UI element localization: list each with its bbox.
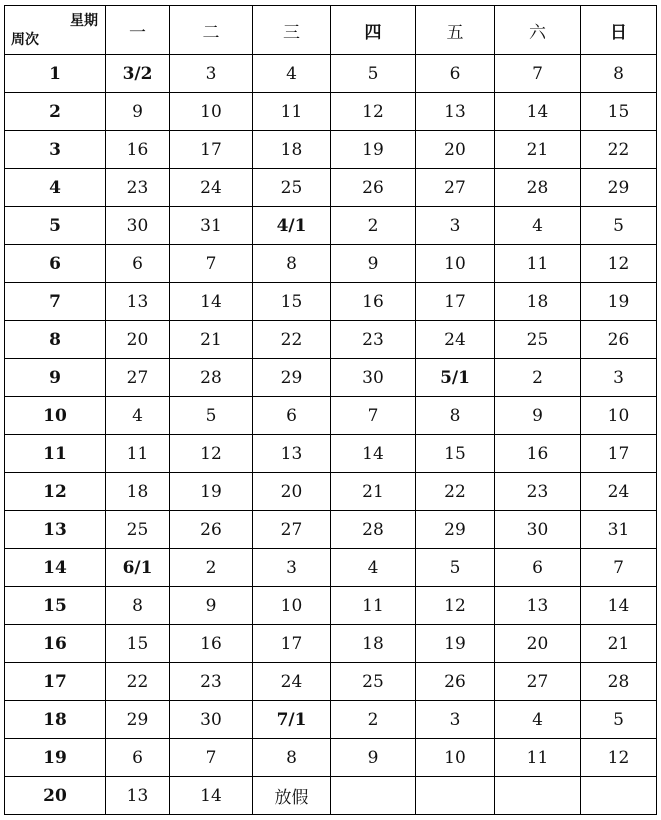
- week-number-cell: 19: [5, 739, 106, 777]
- date-cell: 27: [495, 663, 581, 701]
- date-cell: 10: [416, 739, 495, 777]
- week-number-cell: 5: [5, 207, 106, 245]
- date-cell: 21: [581, 625, 657, 663]
- table-row: [5, 777, 657, 815]
- date-cell: [416, 777, 495, 815]
- date-cell: 13: [416, 93, 495, 131]
- date-cell: 22: [581, 131, 657, 169]
- week-number-cell: 13: [5, 511, 106, 549]
- table-row: [5, 359, 657, 397]
- date-cell: 7/1: [253, 701, 331, 739]
- week-number-cell: 12: [5, 473, 106, 511]
- date-cell: 13: [106, 283, 170, 321]
- date-cell: 5: [331, 55, 416, 93]
- date-cell: 23: [495, 473, 581, 511]
- week-number-cell: 4: [5, 169, 106, 207]
- date-cell: 28: [331, 511, 416, 549]
- date-cell: 11: [253, 93, 331, 131]
- date-cell: 21: [170, 321, 253, 359]
- table-row: [5, 587, 657, 625]
- date-cell: 22: [416, 473, 495, 511]
- date-cell: 11: [106, 435, 170, 473]
- week-number-cell: 7: [5, 283, 106, 321]
- table-row: [5, 549, 657, 587]
- date-cell: 12: [581, 739, 657, 777]
- table-row: [5, 625, 657, 663]
- date-cell: 16: [331, 283, 416, 321]
- date-cell: 15: [581, 93, 657, 131]
- calendar-body: [5, 55, 657, 815]
- date-cell: 27: [416, 169, 495, 207]
- date-cell: 16: [106, 131, 170, 169]
- date-cell: 12: [331, 93, 416, 131]
- date-cell: 5: [581, 207, 657, 245]
- day-header-fri: 五: [416, 6, 495, 55]
- date-cell: 9: [331, 245, 416, 283]
- date-cell: 7: [170, 739, 253, 777]
- date-cell: 12: [581, 245, 657, 283]
- week-number-cell: 14: [5, 549, 106, 587]
- date-cell: 18: [106, 473, 170, 511]
- date-cell: [495, 777, 581, 815]
- day-header-mon: 一: [106, 6, 170, 55]
- day-header-thu: 四: [331, 6, 416, 55]
- date-cell: 20: [253, 473, 331, 511]
- date-cell: 27: [253, 511, 331, 549]
- date-cell: 28: [581, 663, 657, 701]
- table-row: [5, 131, 657, 169]
- week-number-cell: 2: [5, 93, 106, 131]
- date-cell: 17: [416, 283, 495, 321]
- date-cell: 23: [106, 169, 170, 207]
- date-cell: 29: [253, 359, 331, 397]
- date-cell: 30: [495, 511, 581, 549]
- date-cell: 7: [495, 55, 581, 93]
- date-cell: 6: [416, 55, 495, 93]
- date-cell: 19: [581, 283, 657, 321]
- date-cell: 9: [170, 587, 253, 625]
- date-cell: 23: [331, 321, 416, 359]
- date-cell: 7: [331, 397, 416, 435]
- week-number-cell: 6: [5, 245, 106, 283]
- date-cell: [331, 777, 416, 815]
- date-cell: 17: [170, 131, 253, 169]
- date-cell: [581, 777, 657, 815]
- date-cell: 18: [253, 131, 331, 169]
- date-cell: 2: [495, 359, 581, 397]
- date-cell: 19: [331, 131, 416, 169]
- date-cell: 11: [331, 587, 416, 625]
- week-number-cell: 3: [5, 131, 106, 169]
- date-cell: 23: [170, 663, 253, 701]
- date-cell: 7: [581, 549, 657, 587]
- date-cell: 18: [495, 283, 581, 321]
- date-cell: 14: [170, 777, 253, 815]
- date-cell: 21: [331, 473, 416, 511]
- date-cell: 4: [495, 207, 581, 245]
- weekday-axis-label: 星期: [70, 13, 98, 29]
- date-cell: 26: [170, 511, 253, 549]
- date-cell: 16: [495, 435, 581, 473]
- date-cell: 5: [416, 549, 495, 587]
- date-cell: 29: [416, 511, 495, 549]
- date-cell: 24: [253, 663, 331, 701]
- date-cell: 30: [331, 359, 416, 397]
- date-cell: 25: [106, 511, 170, 549]
- date-cell: 5: [581, 701, 657, 739]
- date-cell: 4: [106, 397, 170, 435]
- week-number-cell: 8: [5, 321, 106, 359]
- week-number-cell: 15: [5, 587, 106, 625]
- week-number-cell: 11: [5, 435, 106, 473]
- date-cell: 10: [253, 587, 331, 625]
- week-number-cell: 20: [5, 777, 106, 815]
- header-row: [5, 6, 657, 55]
- date-cell: 3: [416, 207, 495, 245]
- date-cell: 13: [495, 587, 581, 625]
- date-cell: 3: [581, 359, 657, 397]
- table-row: [5, 93, 657, 131]
- table-row: [5, 663, 657, 701]
- date-cell: 18: [331, 625, 416, 663]
- day-header-wed: 三: [253, 6, 331, 55]
- date-cell: 14: [331, 435, 416, 473]
- date-cell: 14: [581, 587, 657, 625]
- date-cell: 4: [331, 549, 416, 587]
- date-cell: 22: [253, 321, 331, 359]
- date-cell: 13: [106, 777, 170, 815]
- date-cell: 21: [495, 131, 581, 169]
- week-axis-label: 周次: [11, 32, 39, 48]
- date-cell: 8: [106, 587, 170, 625]
- date-cell: 9: [106, 93, 170, 131]
- date-cell: 4: [253, 55, 331, 93]
- week-number-cell: 16: [5, 625, 106, 663]
- date-cell: 25: [495, 321, 581, 359]
- date-cell: 5: [170, 397, 253, 435]
- date-cell: 13: [253, 435, 331, 473]
- date-cell: 20: [495, 625, 581, 663]
- date-cell: 15: [416, 435, 495, 473]
- date-cell: 17: [253, 625, 331, 663]
- week-number-cell: 10: [5, 397, 106, 435]
- date-cell: 19: [416, 625, 495, 663]
- date-cell: 2: [331, 701, 416, 739]
- date-cell: 29: [106, 701, 170, 739]
- date-cell: 6: [106, 739, 170, 777]
- date-cell: 26: [416, 663, 495, 701]
- date-cell: 4: [495, 701, 581, 739]
- date-cell: 5/1: [416, 359, 495, 397]
- date-cell: 11: [495, 245, 581, 283]
- week-number-cell: 1: [5, 55, 106, 93]
- date-cell: 8: [253, 245, 331, 283]
- date-cell: 16: [170, 625, 253, 663]
- date-cell: 3/2: [106, 55, 170, 93]
- date-cell: 6: [253, 397, 331, 435]
- date-cell: 9: [331, 739, 416, 777]
- week-number-cell: 18: [5, 701, 106, 739]
- date-cell: 15: [253, 283, 331, 321]
- corner-header-cell: [5, 6, 106, 55]
- date-cell: 放假: [253, 777, 331, 815]
- date-cell: 31: [170, 207, 253, 245]
- date-cell: 10: [170, 93, 253, 131]
- date-cell: 7: [170, 245, 253, 283]
- date-cell: 2: [170, 549, 253, 587]
- table-row: [5, 511, 657, 549]
- week-number-cell: 17: [5, 663, 106, 701]
- date-cell: 24: [416, 321, 495, 359]
- table-row: [5, 169, 657, 207]
- date-cell: 6: [495, 549, 581, 587]
- date-cell: 17: [581, 435, 657, 473]
- date-cell: 2: [331, 207, 416, 245]
- date-cell: 26: [581, 321, 657, 359]
- table-row: [5, 55, 657, 93]
- date-cell: 19: [170, 473, 253, 511]
- table-row: [5, 701, 657, 739]
- date-cell: 31: [581, 511, 657, 549]
- date-cell: 30: [170, 701, 253, 739]
- date-cell: 20: [106, 321, 170, 359]
- date-cell: 15: [106, 625, 170, 663]
- table-row: [5, 321, 657, 359]
- day-header-tue: 二: [170, 6, 253, 55]
- date-cell: 12: [170, 435, 253, 473]
- date-cell: 3: [170, 55, 253, 93]
- semester-calendar-table: [4, 5, 657, 815]
- date-cell: 24: [170, 169, 253, 207]
- table-row: [5, 397, 657, 435]
- date-cell: 10: [581, 397, 657, 435]
- date-cell: 30: [106, 207, 170, 245]
- week-number-cell: 9: [5, 359, 106, 397]
- date-cell: 28: [495, 169, 581, 207]
- date-cell: 24: [581, 473, 657, 511]
- date-cell: 6: [106, 245, 170, 283]
- table-row: [5, 435, 657, 473]
- table-row: [5, 207, 657, 245]
- day-header-sat: 六: [495, 6, 581, 55]
- date-cell: 25: [253, 169, 331, 207]
- date-cell: 8: [581, 55, 657, 93]
- date-cell: 8: [416, 397, 495, 435]
- table-row: [5, 473, 657, 511]
- date-cell: 12: [416, 587, 495, 625]
- day-header-sun: 日: [581, 6, 657, 55]
- date-cell: 14: [170, 283, 253, 321]
- date-cell: 14: [495, 93, 581, 131]
- date-cell: 9: [495, 397, 581, 435]
- date-cell: 29: [581, 169, 657, 207]
- date-cell: 8: [253, 739, 331, 777]
- date-cell: 10: [416, 245, 495, 283]
- date-cell: 11: [495, 739, 581, 777]
- date-cell: 20: [416, 131, 495, 169]
- date-cell: 27: [106, 359, 170, 397]
- table-row: [5, 739, 657, 777]
- table-row: [5, 245, 657, 283]
- date-cell: 6/1: [106, 549, 170, 587]
- date-cell: 28: [170, 359, 253, 397]
- table-row: [5, 283, 657, 321]
- date-cell: 22: [106, 663, 170, 701]
- date-cell: 3: [253, 549, 331, 587]
- date-cell: 3: [416, 701, 495, 739]
- date-cell: 26: [331, 169, 416, 207]
- date-cell: 4/1: [253, 207, 331, 245]
- date-cell: 25: [331, 663, 416, 701]
